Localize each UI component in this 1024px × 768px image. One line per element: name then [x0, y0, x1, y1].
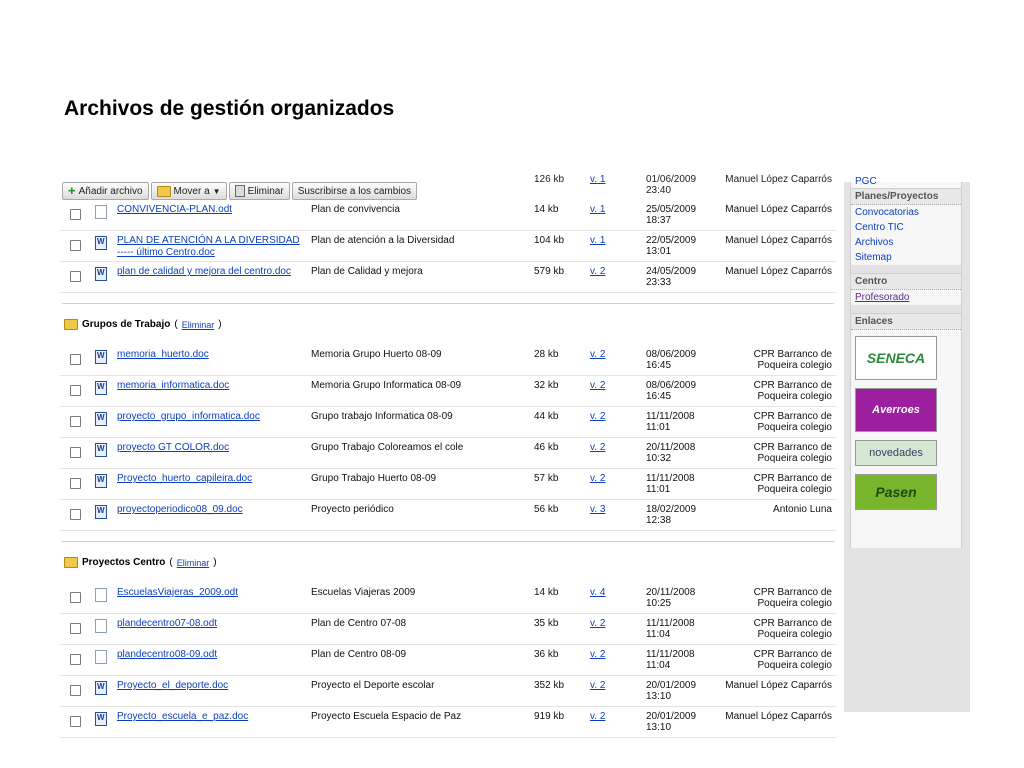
file-name-link[interactable]: plandecentro08-09.odt: [117, 649, 218, 660]
planes-links: [851, 205, 961, 265]
file-description: Plan de atención a la Diversidad: [311, 235, 455, 246]
file-date: 24/05/2009 23:33: [646, 266, 697, 288]
file-icon: [95, 267, 107, 281]
file-size: 36 kb: [534, 649, 559, 660]
file-size: 44 kb: [534, 411, 559, 422]
row-checkbox[interactable]: [70, 592, 81, 603]
subscribe-button[interactable]: [292, 182, 417, 200]
file-author: CPR Barranco de Poqueira colegio: [753, 442, 832, 464]
group-title: Proyectos Centro: [82, 557, 166, 568]
version-link[interactable]: v. 2: [590, 411, 606, 422]
file-date: 20/11/2008 10:32: [646, 442, 696, 464]
row-checkbox[interactable]: [70, 416, 81, 427]
seneca-logo[interactable]: SENECA: [855, 336, 937, 380]
file-date: 20/11/2008 10:25: [646, 587, 696, 609]
file-description: Memoria Grupo Informatica 08-09: [311, 380, 462, 391]
file-manager-screenshot: [60, 174, 970, 733]
file-date: 25/05/2009 18:37: [646, 204, 697, 226]
file-description: Escuelas Viajeras 2009: [311, 587, 416, 598]
averroes-logo[interactable]: Averroes: [855, 388, 937, 432]
file-icon: [95, 350, 107, 364]
file-description: Plan de Centro 07-08: [311, 618, 407, 629]
plus-icon: +: [68, 183, 76, 198]
file-row: [60, 500, 836, 531]
sidebar-link[interactable]: Archivos: [855, 237, 894, 248]
file-name-link[interactable]: proyecto GT COLOR.doc: [117, 442, 230, 453]
file-description: Proyecto Escuela Espacio de Paz: [311, 711, 462, 722]
file-row: [60, 200, 836, 231]
file-author: CPR Barranco de Poqueira colegio: [753, 380, 832, 402]
paren-open: (: [174, 319, 178, 330]
file-name-link[interactable]: memoria_informatica.doc: [117, 380, 230, 391]
subscribe-label: Suscribirse a los cambios: [297, 185, 412, 197]
file-icon: [95, 619, 107, 633]
row-checkbox[interactable]: [70, 509, 81, 520]
row-checkbox[interactable]: [70, 354, 81, 365]
group-header: [60, 293, 836, 345]
file-author: CPR Barranco de Poqueira colegio: [753, 349, 832, 371]
group-delete-link[interactable]: Eliminar: [181, 319, 215, 330]
file-row: [60, 231, 836, 262]
version-link[interactable]: v. 2: [590, 680, 606, 691]
file-toolbar: [62, 182, 417, 200]
version-link[interactable]: v. 1: [590, 204, 606, 215]
folder-icon: [64, 557, 78, 568]
file-description: Grupo Trabajo Coloreamos el cole: [311, 442, 464, 453]
centro-links: [851, 290, 961, 305]
file-name-link[interactable]: proyecto_grupo_informatica.doc: [117, 411, 260, 422]
file-size: 56 kb: [534, 504, 559, 515]
file-row: [60, 676, 836, 707]
file-row: [60, 583, 836, 614]
file-author: CPR Barranco de Poqueira colegio: [753, 587, 832, 609]
file-size: 14 kb: [534, 204, 559, 215]
file-size: 14 kb: [534, 587, 559, 598]
file-description: Proyecto el Deporte escolar: [311, 680, 435, 691]
file-icon: [95, 712, 107, 726]
file-author: Manuel López Caparrós: [725, 266, 832, 277]
file-list: [60, 200, 836, 738]
file-size: 126 kb: [534, 174, 565, 185]
sidebar-link[interactable]: Convocatorias: [855, 207, 919, 218]
trash-icon: [235, 185, 245, 197]
file-name-link[interactable]: proyectoperiodico08_09.doc: [117, 504, 243, 515]
file-date: 18/02/2009 12:38: [646, 504, 697, 526]
folder-icon: [157, 186, 171, 197]
chevron-down-icon: ▼: [212, 186, 221, 196]
version-link[interactable]: v. 2: [590, 349, 606, 360]
file-date: 11/11/2008 11:04: [646, 649, 695, 671]
version-link[interactable]: v. 2: [590, 473, 606, 484]
file-name-link[interactable]: memoria_huerto.doc: [117, 349, 209, 360]
file-date: 22/05/2009 13:01: [646, 235, 697, 257]
move-to-button[interactable]: [151, 182, 227, 200]
file-author: Manuel López Caparrós: [725, 174, 832, 185]
sidebar-bottom-space: [851, 518, 961, 548]
file-size: 104 kb: [534, 235, 565, 246]
file-size: 57 kb: [534, 473, 559, 484]
file-name-link[interactable]: Proyecto_escuela_e_paz.doc: [117, 711, 249, 722]
file-date: 11/11/2008 11:01: [646, 473, 695, 495]
file-row: [60, 614, 836, 645]
row-checkbox[interactable]: [70, 385, 81, 396]
file-size: 35 kb: [534, 618, 559, 629]
right-sidebar: [844, 176, 970, 712]
row-checkbox[interactable]: [70, 685, 81, 696]
file-size: 32 kb: [534, 380, 559, 391]
delete-button[interactable]: [229, 182, 290, 200]
file-size: 579 kb: [534, 266, 565, 277]
group-divider: [62, 303, 834, 304]
group-label: [64, 319, 222, 330]
file-icon: [95, 381, 107, 395]
version-link[interactable]: v. 2: [590, 618, 606, 629]
sidebar-title-planes: Planes/Proyectos: [851, 188, 961, 205]
novedades-logo[interactable]: novedades: [855, 440, 937, 466]
add-file-button[interactable]: [62, 182, 149, 200]
file-description: Grupo Trabajo Huerto 08-09: [311, 473, 437, 484]
row-checkbox[interactable]: [70, 447, 81, 458]
file-description: Plan de Centro 08-09: [311, 649, 407, 660]
file-row: [60, 438, 836, 469]
file-description: Proyecto periódico: [311, 504, 394, 515]
row-checkbox[interactable]: [70, 478, 81, 489]
add-file-label: Añadir archivo: [78, 185, 143, 197]
sidebar-link-cut[interactable]: PGC: [855, 176, 877, 187]
file-row: [60, 262, 836, 293]
group-label: [64, 557, 217, 568]
version-link[interactable]: v. 1: [590, 174, 606, 185]
file-date: 08/06/2009 16:45: [646, 349, 697, 371]
sidebar-link[interactable]: Sitemap: [855, 252, 892, 263]
file-author: CPR Barranco de Poqueira colegio: [753, 473, 832, 495]
file-author: CPR Barranco de Poqueira colegio: [753, 411, 832, 433]
file-icon: [95, 650, 107, 664]
group-title: Grupos de Trabajo: [82, 319, 171, 330]
row-checkbox[interactable]: [70, 209, 81, 220]
file-description: Plan de Calidad y mejora: [311, 266, 423, 277]
delete-label: Eliminar: [247, 185, 284, 197]
file-author: Manuel López Caparrós: [725, 680, 832, 691]
version-link[interactable]: v. 4: [590, 587, 606, 598]
sidebar-divider: [851, 305, 961, 313]
version-link[interactable]: v. 1: [590, 235, 606, 246]
file-description: Memoria Grupo Huerto 08-09: [311, 349, 442, 360]
group-header: [60, 531, 836, 583]
version-link[interactable]: v. 3: [590, 504, 606, 515]
sidebar-link-profesorado[interactable]: Profesorado: [855, 292, 910, 303]
version-link[interactable]: v. 2: [590, 649, 606, 660]
file-icon: [95, 236, 107, 250]
file-row: [60, 707, 836, 738]
file-name-link[interactable]: PLAN DE ATENCIÓN A LA DIVERSIDAD ----- último Centro.doc: [117, 235, 300, 258]
paren-close: ): [218, 319, 222, 330]
row-checkbox[interactable]: [70, 240, 81, 251]
file-row: [60, 407, 836, 438]
file-icon: [95, 681, 107, 695]
file-date: 01/06/2009 23:40: [646, 174, 697, 196]
row-checkbox[interactable]: [70, 654, 81, 665]
file-author: Manuel López Caparrós: [725, 235, 832, 246]
file-author: Manuel López Caparrós: [725, 711, 832, 722]
sidebar-title-enlaces: Enlaces: [851, 313, 961, 330]
file-size: 46 kb: [534, 442, 559, 453]
file-icon: [95, 412, 107, 426]
file-name-link[interactable]: plan de calidad y mejora del centro.doc: [117, 266, 291, 277]
file-author: Antonio Luna: [773, 504, 832, 515]
file-date: 20/01/2009 13:10: [646, 711, 697, 733]
version-link[interactable]: v. 2: [590, 711, 606, 722]
file-size: 919 kb: [534, 711, 565, 722]
file-author: Manuel López Caparrós: [725, 204, 832, 215]
pasen-logo[interactable]: Pasen: [855, 474, 937, 510]
file-row: [60, 469, 836, 500]
slide-title: Archivos de gestión organizados: [64, 97, 395, 120]
file-name-link[interactable]: EscuelasViajeras_2009.odt: [117, 587, 239, 598]
version-link[interactable]: v. 2: [590, 442, 606, 453]
file-date: 20/01/2009 13:10: [646, 680, 697, 702]
file-size: 28 kb: [534, 349, 559, 360]
file-icon: [95, 588, 107, 602]
row-checkbox[interactable]: [70, 623, 81, 634]
file-date: 11/11/2008 11:04: [646, 618, 695, 640]
file-name-link[interactable]: Proyecto_el_deporte.doc: [117, 680, 229, 691]
version-link[interactable]: v. 2: [590, 380, 606, 391]
sidebar-link[interactable]: Centro TIC: [855, 222, 904, 233]
file-icon: [95, 505, 107, 519]
file-description: Grupo trabajo Informatica 08-09: [311, 411, 453, 422]
group-delete-link[interactable]: Eliminar: [176, 557, 210, 568]
file-name-link[interactable]: Proyecto_huerto_capileira.doc: [117, 473, 253, 484]
version-link[interactable]: v. 2: [590, 266, 606, 277]
file-description: Plan de convivencia: [311, 204, 400, 215]
folder-icon: [64, 319, 78, 330]
file-row: [60, 376, 836, 407]
file-icon: [95, 443, 107, 457]
paren-open: (: [169, 557, 173, 568]
file-row: [60, 345, 836, 376]
move-to-label: Mover a: [173, 185, 210, 197]
file-date: 08/06/2009 16:45: [646, 380, 697, 402]
sidebar-divider: [851, 265, 961, 273]
row-checkbox[interactable]: [70, 716, 81, 727]
paren-close: ): [213, 557, 217, 568]
file-icon: [95, 205, 107, 219]
file-icon: [95, 474, 107, 488]
file-author: CPR Barranco de Poqueira colegio: [753, 618, 832, 640]
file-author: CPR Barranco de Poqueira colegio: [753, 649, 832, 671]
file-date: 11/11/2008 11:01: [646, 411, 695, 433]
file-name-link[interactable]: CONVIVENCIA-PLAN.odt: [117, 204, 233, 215]
file-name-link[interactable]: plandecentro07-08.odt: [117, 618, 218, 629]
group-divider: [62, 541, 834, 542]
sidebar-panel: [850, 176, 962, 548]
file-row: [60, 645, 836, 676]
sidebar-title-centro: Centro: [851, 273, 961, 290]
file-size: 352 kb: [534, 680, 565, 691]
row-checkbox[interactable]: [70, 271, 81, 282]
